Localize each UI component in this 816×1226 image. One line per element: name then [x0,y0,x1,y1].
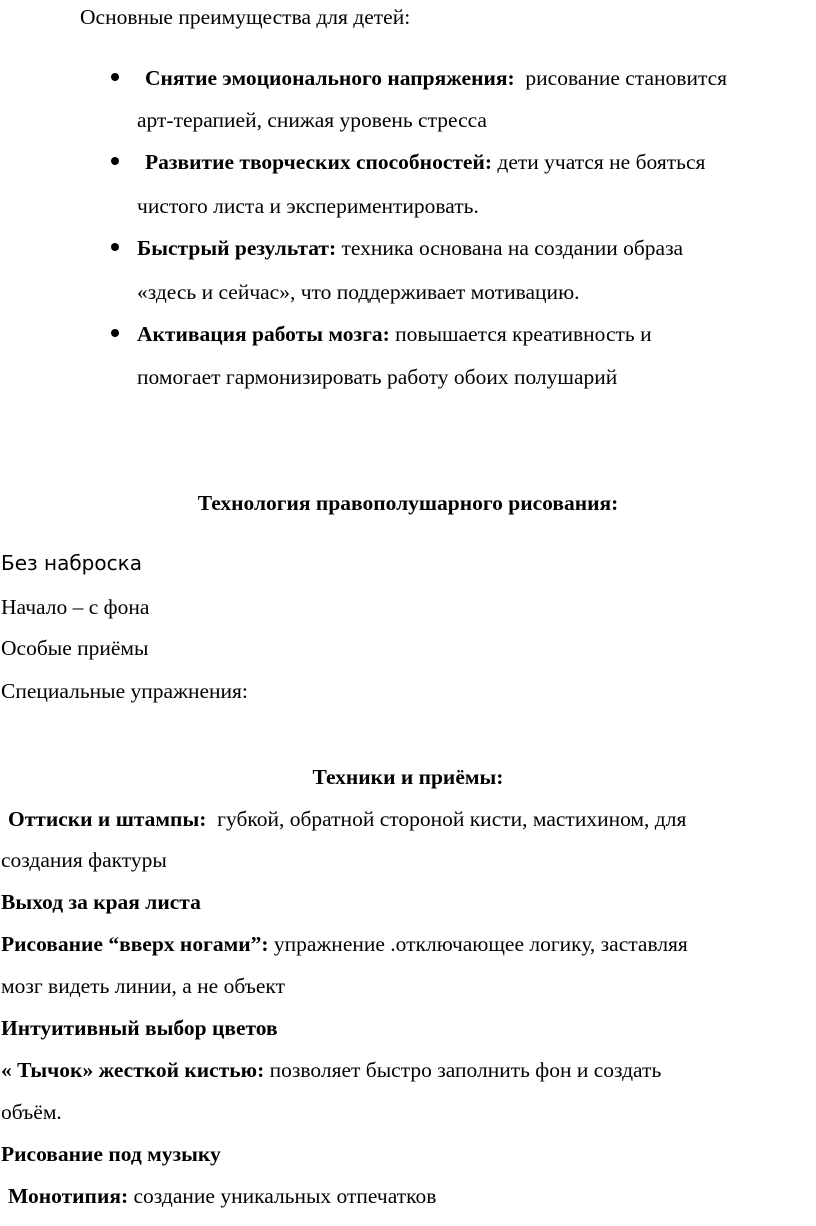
technology-item: Начало – с фона [1,595,150,619]
technique-text: губкой, обратной стороной кисти, мастихином, для [217,807,687,831]
benefits-heading: Основные преимущества для детей: [80,5,411,29]
benefit-title: Развитие творческих способностей: [145,150,493,174]
technology-item: Специальные упражнения: [1,679,248,703]
benefit-text: техника основана на создании образа [341,236,684,260]
benefit-text: дети учатся не бояться [497,150,706,174]
technology-item: Без наброска [1,551,142,575]
bullet-icon [111,243,119,251]
benefit-text-continued: чистого листа и экспериментировать. [137,194,479,218]
benefit-text-continued: помогает гармонизировать работу обоих полушарий [137,365,618,389]
technique-text-continued: мозг видеть линии, а не объект [1,974,285,998]
technique-item [1,934,688,956]
technique-item [1,1060,661,1082]
benefit-text-continued: арт-терапией, снижая уровень стресса [137,108,487,132]
benefit-text-continued: «здесь и сейчас», что поддерживает мотивацию. [137,280,580,304]
benefit-title: Активация работы мозга: [137,322,390,346]
benefit-item [145,68,727,90]
benefit-title: Снятие эмоционального напряжения: [145,66,515,90]
technique-text: позволяет быстро заполнить фон и создать [269,1058,662,1082]
technique-title: « Тычок» жесткой кистью: [1,1058,265,1082]
benefit-title: Быстрый результат: [137,236,337,260]
technique-title: Выход за края листа [1,890,201,914]
benefit-item [137,238,683,260]
technology-item: Особые приёмы [1,636,149,660]
bullet-icon [111,73,119,81]
benefit-item [145,152,705,174]
technique-item [8,809,686,831]
technique-item [8,1186,436,1208]
bullet-icon [111,329,119,337]
technique-text: создание уникальных отпечатков [133,1184,437,1208]
benefit-item [137,324,652,346]
technology-heading: Технология правополушарного рисования: [197,491,619,515]
technique-title: Интуитивный выбор цветов [1,1016,278,1040]
benefit-text: повышается креативность и [395,322,652,346]
technique-title: Рисование под музыку [1,1142,221,1166]
technique-title: Оттиски и штампы: [8,807,207,831]
technique-title: Монотипия: [8,1184,129,1208]
bullet-icon [111,157,119,165]
technique-text: упражнение .отключающее логику, заставляя [273,932,688,956]
technique-text-continued: создания фактуры [1,848,167,872]
benefit-text: рисование становится [525,66,728,90]
technique-text-continued: объём. [1,1100,62,1124]
technique-title: Рисование “вверх ногами”: [1,932,269,956]
techniques-heading: Техники и приёмы: [312,765,504,789]
